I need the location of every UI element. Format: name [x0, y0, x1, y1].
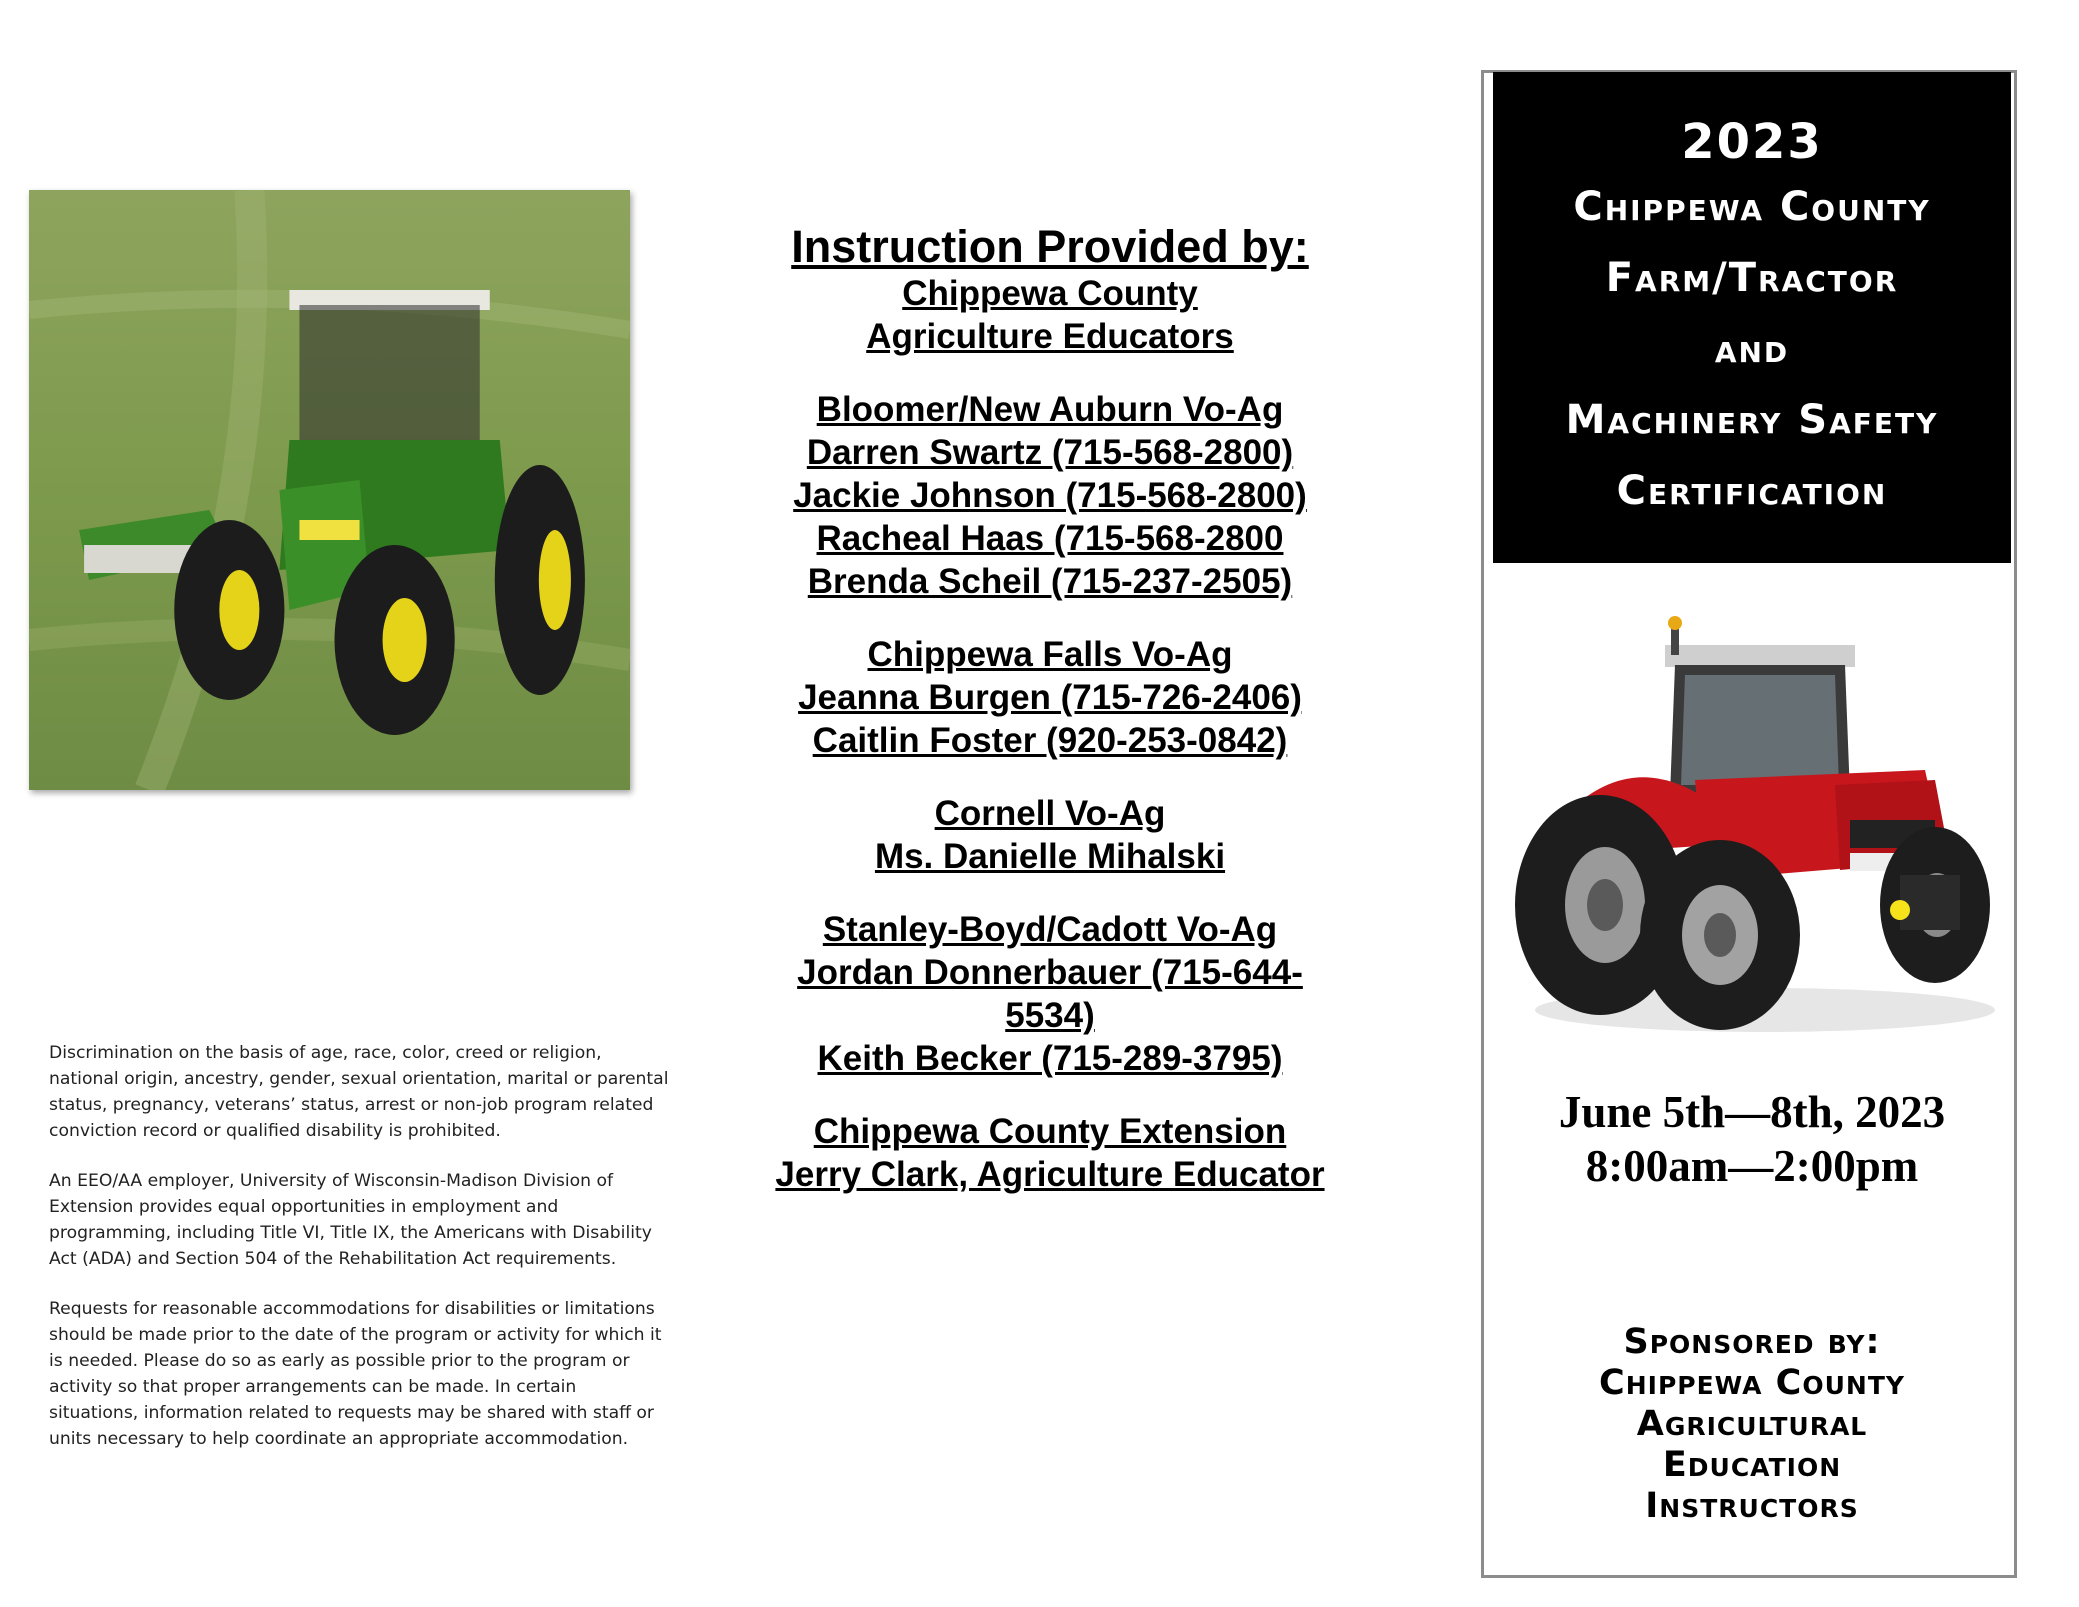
title-line: Farm/Tractor — [1605, 255, 1899, 301]
instructors-list — [700, 222, 1400, 1226]
red-tractor-photo — [1505, 605, 2005, 1035]
instructor-group-chippewa-falls — [700, 633, 1400, 762]
group-title: Cornell Vo-Ag — [934, 794, 1166, 833]
instructor-line: Darren Swartz (715-568-2800) — [806, 433, 1294, 472]
title-line: Certification — [1616, 468, 1888, 514]
instructor-line: Brenda Scheil (715-237-2505) — [807, 562, 1293, 601]
nondiscrimination-statement: Discrimination on the basis of age, race, color, creed or religion, national origin, ancestry, gender, sexual orientation, marital or parental status, pregnancy, veterans’ status, arrest or non-job program related conviction record or qualified disability is prohibited. — [49, 1043, 669, 1141]
intro-line: Agriculture Educators — [866, 317, 1234, 356]
date-range: June 5th—8th, 2023 — [1558, 1087, 1946, 1137]
group-title: Chippewa Falls Vo-Ag — [867, 635, 1233, 674]
instruction-heading: Instruction Provided by: — [791, 221, 1309, 272]
instructor-line: Jerry Clark, Agriculture Educator — [775, 1155, 1325, 1194]
instructor-line: Ms. Danielle Mihalski — [874, 837, 1226, 876]
instructor-line: Jeanna Burgen (715-726-2406) — [798, 678, 1302, 717]
instructor-group-extension — [700, 1110, 1400, 1196]
instruction-intro — [700, 222, 1400, 358]
group-title: Chippewa County Extension — [813, 1112, 1287, 1151]
green-tractor-photo — [29, 190, 630, 790]
instructor-group-cornell — [700, 792, 1400, 878]
group-title: Bloomer/New Auburn Vo-Ag — [816, 390, 1284, 429]
accommodation-statement: Requests for reasonable accommodations for disabilities or limitations should be made prior to the date of the program or activity for which it is needed. Please do so as early as possible prior to the program or activity so that proper arrangements can be made. In certain situations, information related to requests may be shared with staff or units necessary to help coordinate an appropriate accommodation. — [49, 1299, 662, 1449]
instructor-line: Caitlin Foster (920-253-0842) — [812, 721, 1288, 760]
sponsor-line: Sponsored by: — [1623, 1322, 1881, 1362]
instructor-group-stanley-boyd — [700, 908, 1400, 1080]
title-block — [1493, 72, 2011, 563]
time-range: 8:00am—2:00pm — [1585, 1141, 1919, 1191]
sponsor-line: Instructors — [1645, 1486, 1859, 1526]
sponsor-block — [1493, 1322, 2011, 1527]
disclaimer-text — [49, 1040, 669, 1476]
title-line: and — [1714, 326, 1790, 372]
eeo-statement: An EEO/AA employer, University of Wisconsin-Madison Division of Extension provides equal opportunities in employment and programming, including Title VI, Title IX, the Americans with Disability Act (ADA) and Section 504 of the Rehabilitation Act requirements. — [49, 1171, 652, 1269]
sponsor-line: Education — [1662, 1445, 1842, 1485]
sponsor-line: Chippewa County — [1599, 1363, 1905, 1403]
sponsor-line: Agricultural — [1636, 1404, 1868, 1444]
instructor-line: Jordan Donnerbauer (715-644- — [797, 953, 1303, 992]
instructor-line: Jackie Johnson (715-568-2800) — [793, 476, 1307, 515]
intro-line: Chippewa County — [902, 274, 1198, 313]
title-line: Machinery Safety — [1565, 397, 1939, 443]
event-dates — [1493, 1085, 2011, 1193]
instructor-group-bloomer — [700, 388, 1400, 603]
title-year: 2023 — [1681, 114, 1823, 170]
instructor-line: Keith Becker (715-289-3795) — [817, 1039, 1283, 1078]
group-title: Stanley-Boyd/Cadott Vo-Ag — [822, 910, 1278, 949]
instructor-line: 5534) — [1005, 996, 1095, 1035]
title-line: Chippewa County — [1573, 184, 1931, 230]
instructor-line: Racheal Haas (715-568-2800 — [816, 519, 1284, 558]
